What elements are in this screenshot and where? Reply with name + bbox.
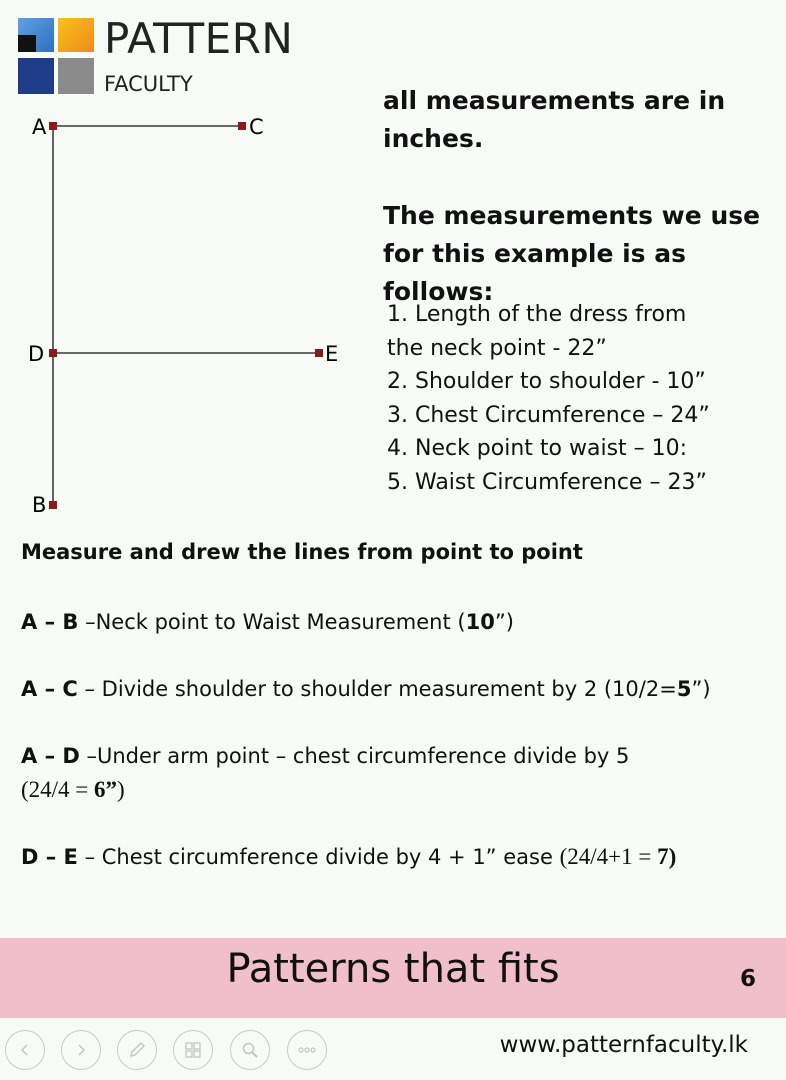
list-item: 4. Neck point to waist – 10: [387, 436, 688, 461]
logo-subtitle: FACULTY [104, 72, 193, 96]
point-label-e: E [325, 342, 339, 366]
zoom-icon[interactable] [230, 1030, 270, 1070]
logo-square-navy [18, 58, 54, 94]
units-note [383, 82, 783, 158]
step-calc: (24/4 = [21, 777, 95, 802]
step-close: ”) [691, 677, 711, 701]
step-label: A – B [21, 610, 79, 634]
marker-e [315, 349, 323, 357]
point-label-c: C [249, 115, 264, 139]
measurement-list [387, 298, 782, 499]
marker-c [238, 122, 246, 130]
pen-icon[interactable] [117, 1030, 157, 1070]
step-close: ) [117, 777, 125, 802]
logo-title: PATTERN [104, 14, 294, 63]
units-line-1: all measurements are in [383, 86, 726, 115]
slides-icon[interactable] [173, 1030, 213, 1070]
website-link[interactable]: www.patternfaculty.lk [499, 1032, 748, 1058]
list-item: 2. Shoulder to shoulder - 10” [387, 369, 706, 394]
logo [18, 14, 308, 98]
step-calc: (24/4+1 = [559, 844, 658, 869]
instruction-heading: Measure and drew the lines from point to point [21, 540, 583, 564]
intro-note [383, 197, 783, 311]
step-close: ”) [494, 610, 514, 634]
units-line-2: inches. [383, 124, 484, 153]
marker-a [49, 122, 57, 130]
step-text: – Divide shoulder to shoulder measurement by 2 (10/2= [77, 677, 677, 701]
footer-title: Patterns that fits [226, 946, 560, 992]
list-item: 5. Waist Circumference – 23” [387, 469, 707, 495]
step-label: A – C [21, 677, 78, 701]
marker-b [49, 501, 57, 509]
step-text: – Chest circumference divide by 4 + 1” ease [77, 845, 560, 869]
step-a-d [21, 739, 781, 807]
pattern-diagram [20, 108, 350, 528]
more-icon[interactable] [287, 1030, 327, 1070]
step-value: 6” [94, 777, 118, 802]
logo-square-orange [58, 18, 94, 52]
logo-square-black [18, 35, 36, 52]
next-icon[interactable] [61, 1030, 101, 1070]
page-number: 6 [739, 966, 756, 992]
logo-square-gray [58, 58, 94, 94]
step-text: –Under arm point – chest circumference divide by 5 [79, 744, 630, 768]
list-item: the neck point - 22” [387, 335, 607, 361]
prev-icon[interactable] [5, 1030, 45, 1070]
step-label: D – E [21, 845, 78, 869]
intro-line-1: The measurements we use [383, 201, 761, 230]
step-close: ) [668, 844, 677, 869]
step-a-c [21, 672, 781, 706]
step-value: 7 [657, 844, 669, 869]
intro-line-2: for this example is as follows: [383, 239, 687, 306]
step-a-b [21, 605, 781, 639]
step-label: A – D [21, 744, 80, 768]
marker-d [49, 349, 57, 357]
step-text: –Neck point to Waist Measurement ( [78, 610, 466, 634]
point-label-d: D [28, 342, 45, 366]
list-item: 1. Length of the dress from [387, 302, 687, 327]
point-label-a: A [32, 115, 47, 139]
step-value: 10 [465, 610, 495, 634]
point-label-b: B [32, 493, 47, 517]
step-d-e [21, 840, 781, 874]
list-item: 3. Chest Circumference – 24” [387, 402, 710, 428]
step-value: 5 [676, 677, 692, 701]
